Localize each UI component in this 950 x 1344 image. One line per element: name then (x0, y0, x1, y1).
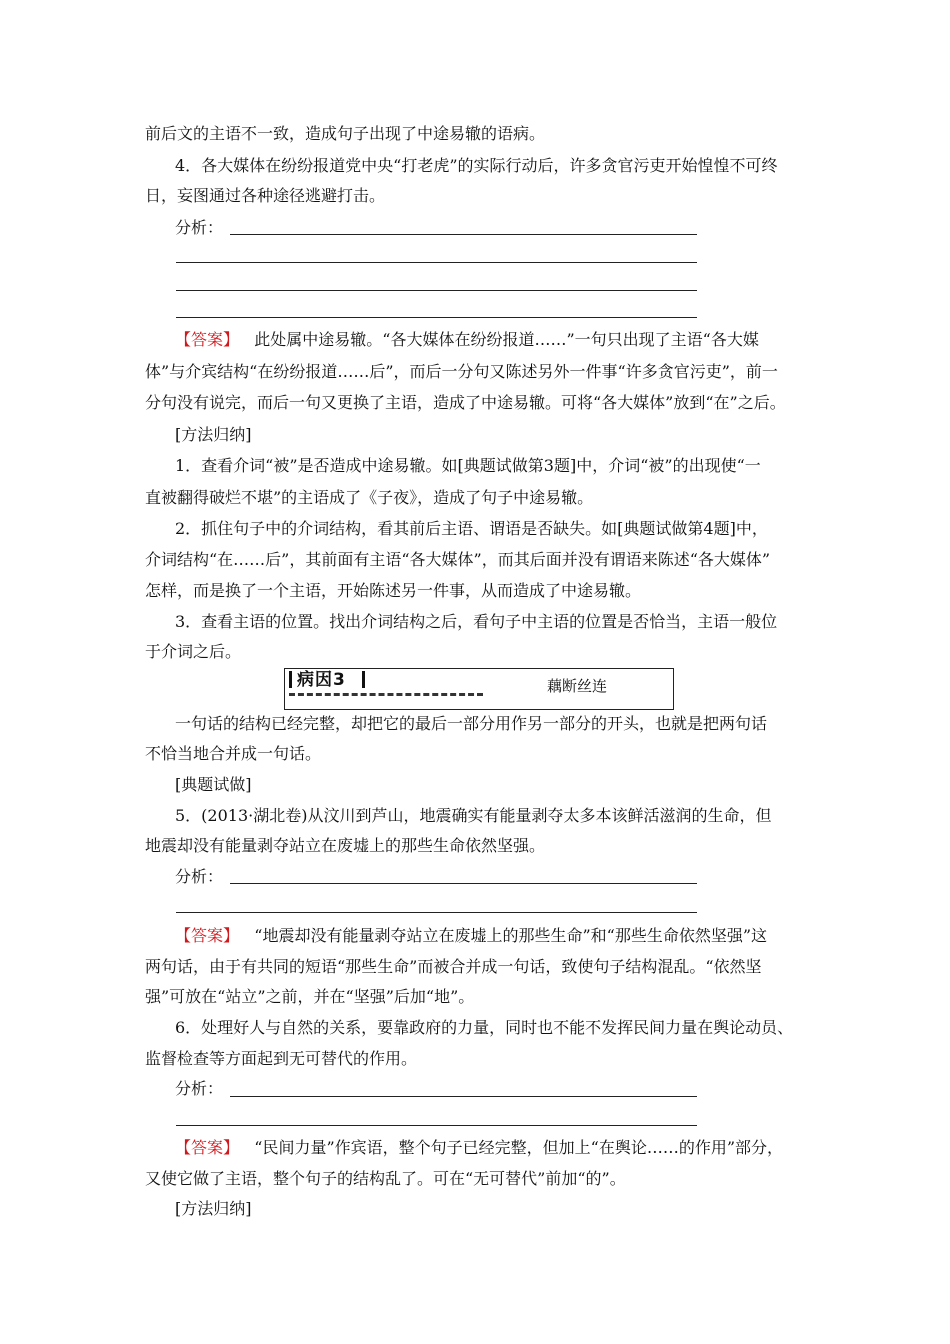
section-heading: [典题试做] (175, 775, 252, 794)
text-line: 日，妄图通过各种途径逃避打击。 (145, 186, 386, 205)
answer-label: 【答案】 (175, 330, 240, 349)
analysis-label: 分析： (175, 1079, 224, 1098)
answer-line (175, 329, 759, 351)
question-6: 6．处理好人与自然的关系，要靠政府的力量，同时也不能不发挥民间力量在舆论动员、 (175, 1018, 794, 1037)
text-line: 体”与介宾结构“在纷纷报道……后”，而后一分句又陈述另外一件事“许多贪官污吏”，前一 (145, 362, 778, 381)
question-5: 5．(2013·湖北卷)从汶川到芦山，地震确实有能量剥夺太多本该鲜活滋润的生命，但 (175, 806, 772, 825)
answer-blank-line[interactable] (176, 317, 697, 318)
bracket-bar (362, 671, 365, 688)
text-line: 地震却没有能量剥夺站立在废墟上的那些生命依然坚强。 (145, 836, 546, 855)
answer-text: “地震却没有能量剥夺站立在废墟上的那些生命”和“那些生命依然坚强”这 (254, 926, 768, 945)
answer-blank-line[interactable] (230, 1096, 697, 1097)
dashed-underline (289, 693, 483, 696)
analysis-label: 分析： (175, 867, 224, 886)
text-line: 介词结构“在……后”，其前面有主语“各大媒体”，而其后面并没有谓语来陈述“各大媒体” (145, 550, 771, 569)
text-line: 前后文的主语不一致，造成句子出现了中途易辙的语病。 (145, 124, 546, 143)
answer-label: 【答案】 (175, 1138, 240, 1157)
question-4: 4．各大媒体在纷纷报道党中央“打老虎”的实际行动后，许多贪官污吏开始惶惶不可终 (175, 156, 778, 175)
method-item: 2．抓住句子中的介词结构，看其前后主语、谓语是否缺失。如[典题试做第4题]中， (175, 519, 768, 538)
answer-line (175, 1137, 783, 1159)
answer-text: “民间力量”作宾语，整个句子已经完整，但加上“在舆论……的作用”部分， (254, 1138, 784, 1157)
text-line: 不恰当地合并成一句话。 (145, 744, 322, 763)
answer-label: 【答案】 (175, 926, 240, 945)
answer-blank-line[interactable] (176, 262, 697, 263)
section-heading: [方法归纳] (175, 1199, 252, 1218)
text-line: 强”可放在“站立”之前，并在“坚强”后加“地”。 (145, 987, 475, 1006)
text-line: 于介词之后。 (145, 642, 242, 661)
cause-box (284, 668, 674, 710)
text-line: 分句没有说完，而后一句又更换了主语，造成了中途易辙。可将“各大媒体”放到“在”之后。 (145, 393, 786, 412)
section-heading: [方法归纳] (175, 425, 252, 444)
definition: 一句话的结构已经完整，却把它的最后一部分用作另一部分的开头，也就是把两句话 (175, 714, 768, 733)
cause-tag: 病因3 (297, 670, 346, 690)
answer-blank-line[interactable] (176, 912, 697, 913)
answer-blank-line[interactable] (230, 883, 697, 884)
method-item: 1．查看介词“被”是否造成中途易辙。如[典题试做第3题]中，介词“被”的出现使“一 (175, 456, 761, 475)
text-line: 又使它做了主语，整个句子的结构乱了。可在“无可替代”前加“的”。 (145, 1169, 626, 1188)
method-item: 3．查看主语的位置。找出介词结构之后，看句子中主语的位置是否恰当，主语一般位 (175, 612, 778, 631)
answer-blank-line[interactable] (176, 290, 697, 291)
answer-text: 此处属中途易辙。“各大媒体在纷纷报道……”一句只出现了主语“各大媒 (254, 330, 759, 349)
text-line: 两句话，由于有共同的短语“那些生命”而被合并成一句话，致使句子结构混乱。“依然坚 (145, 957, 762, 976)
cause-title: 藕断丝连 (547, 677, 608, 695)
text-line: 怎样，而是换了一个主语，开始陈述另一件事，从而造成了中途易辙。 (145, 581, 642, 600)
analysis-label: 分析： (175, 218, 224, 237)
text-line: 直被翻得破烂不堪”的主语成了《子夜》，造成了句子中途易辙。 (145, 488, 594, 507)
text-line: 监督检查等方面起到无可替代的作用。 (145, 1049, 418, 1068)
answer-line (175, 925, 767, 947)
answer-blank-line[interactable] (230, 234, 697, 235)
answer-blank-line[interactable] (176, 1125, 697, 1126)
bracket-bar (289, 671, 292, 688)
